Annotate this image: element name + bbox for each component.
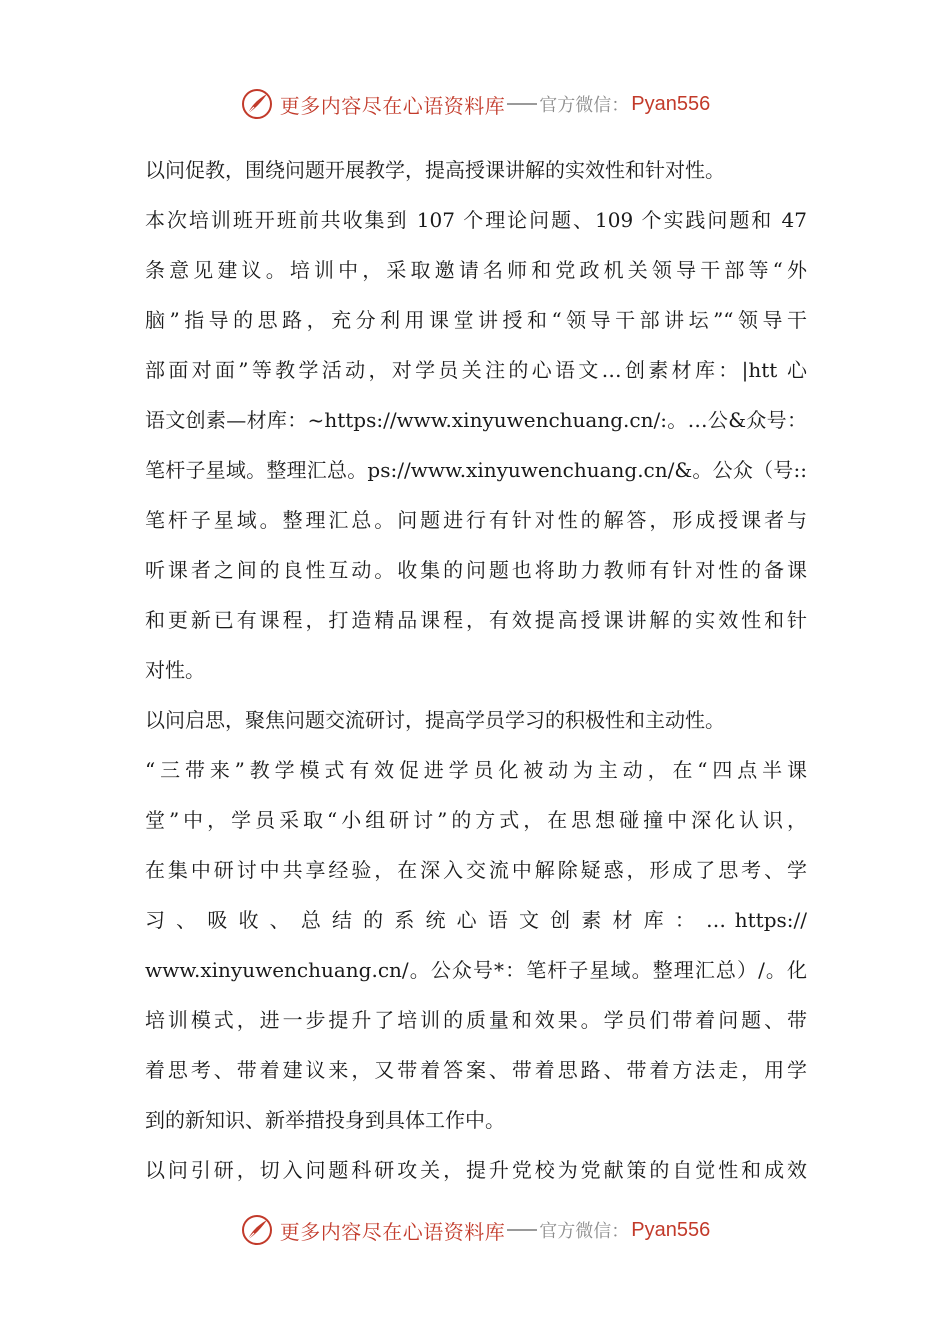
banner-wechat-id: Pyan556 — [631, 92, 711, 115]
body-line: 笔杆子星域。整理汇总。ps://www.xinyuwenchuang.cn/&。公众（号:: — [145, 458, 807, 482]
body-line: 条意见建议。培训中，采取邀请名师和党政机关领导干部等“外 — [145, 258, 807, 282]
body-line: 以问启思，聚焦问题交流研讨，提高学员学习的积极性和主动性。 — [145, 708, 725, 732]
footer-banner — [0, 1210, 950, 1250]
header-banner — [0, 84, 950, 124]
body-line: 本次培训班开班前共收集到 107 个理论问题、109 个实践问题和 47 — [145, 208, 807, 232]
body-line: 以问促教，围绕问题开展教学，提高授课讲解的实效性和针对性。 — [145, 158, 725, 182]
body-line: “三带来”教学模式有效促进学员化被动为主动，在“四点半课 — [145, 758, 807, 782]
banner-wechat-label: 官方微信： — [539, 1221, 630, 1242]
body-line: 语文创素—材库：~https://www.xinyuwenchuang.cn/:。…公&众号： — [145, 408, 807, 432]
document-body — [145, 145, 807, 1195]
banner-brand-text: 更多内容尽在心语资料库 — [279, 93, 506, 118]
body-line: 以问引研，切入问题科研攻关，提升党校为党献策的自觉性和成效 — [145, 1158, 807, 1182]
body-line: 习 、 吸 收 、 总 结 的 系 统 心 语 文 创 素 材 库 ： … https:// — [145, 908, 807, 932]
body-line: 听课者之间的良性互动。收集的问题也将助力教师有针对性的备课 — [145, 558, 807, 582]
banner-divider — [507, 103, 537, 105]
banner-brand-text: 更多内容尽在心语资料库 — [279, 1219, 506, 1244]
banner-wechat-id: Pyan556 — [631, 1218, 711, 1241]
body-line: 到的新知识、新举措投身到具体工作中。 — [145, 1108, 505, 1132]
quill-logo-icon — [240, 87, 274, 121]
banner-divider — [507, 1229, 537, 1231]
body-line: 笔杆子星域。整理汇总。问题进行有针对性的解答，形成授课者与 — [145, 508, 807, 532]
body-line: 和更新已有课程，打造精品课程，有效提高授课讲解的实效性和针 — [145, 608, 807, 632]
body-line: 着思考、带着建议来，又带着答案、带着思路、带着方法走，用学 — [145, 1058, 807, 1082]
body-line: 部面对面”等教学活动，对学员关注的心语文…创素材库：|htt 心 — [145, 358, 807, 382]
body-line: 对性。 — [145, 658, 205, 682]
body-line: 在集中研讨中共享经验，在深入交流中解除疑惑，形成了思考、学 — [145, 858, 807, 882]
banner-wechat-label: 官方微信： — [539, 95, 630, 116]
body-line: 堂”中，学员采取“小组研讨”的方式，在思想碰撞中深化认识， — [145, 808, 807, 832]
body-line: 脑”指导的思路，充分利用课堂讲授和“领导干部讲坛”“领导干 — [145, 308, 807, 332]
body-line: www.xinyuwenchuang.cn/。公众号*：笔杆子星域。整理汇总）/。化 — [145, 958, 807, 982]
quill-logo-icon — [240, 1213, 274, 1247]
body-line: 培训模式，进一步提升了培训的质量和效果。学员们带着问题、带 — [145, 1008, 807, 1032]
